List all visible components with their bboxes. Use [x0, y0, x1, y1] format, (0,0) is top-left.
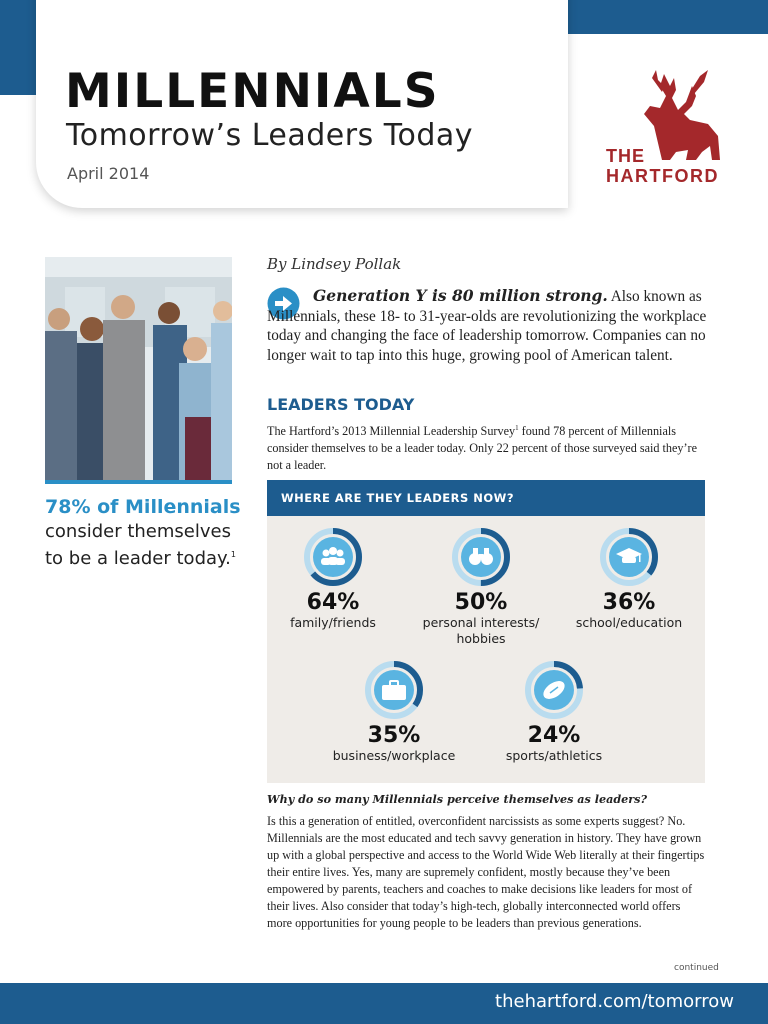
stat-value: 64%: [306, 590, 360, 615]
stat-value: 35%: [367, 723, 421, 748]
leaders-paragraph-a: The Hartford’s 2013 Millennial Leadership Survey: [267, 424, 516, 439]
stat-school-education: [559, 526, 699, 631]
pull-quote-text: [45, 520, 245, 570]
intro-lead: Generation Y is 80 million strong.: [313, 286, 608, 305]
section-heading-leaders-today: LEADERS TODAY: [267, 395, 415, 414]
logo-text-the: THE: [606, 146, 645, 166]
stat-value: 36%: [602, 590, 656, 615]
leaders-paragraph-b: found 78 percent of Millennials consider themselves to be a leader today. Only 22 percent of those surveyed said they’re not a leader.: [267, 424, 698, 473]
stat-label: personal interests/ hobbies: [422, 615, 540, 646]
perception-paragraph: Is this a generation of entitled, overconfident narcissists as some experts suggest? No. Millennials are the most educated and tech savvy generation in history. They have grown up with a global perspective and access to the World Wide Web literally at their fingertips their entire lives. Yes, many are supremely confident, mostly because they’ve been empowered by parents, teachers and coaches to make decisions like leaders for most of their lives. Also consider that today’s high-tech, globally interconnected world offers more opportunities for young people to be leaders than previous generations.: [267, 814, 705, 930]
stat-personal-interests: [411, 526, 551, 647]
footnote-marker: 1: [230, 550, 236, 559]
stat-label: sports/athletics: [505, 748, 603, 763]
stat-label: business/workplace: [332, 748, 456, 763]
stat-family-friends: [263, 526, 403, 631]
stat-value: 50%: [454, 590, 508, 615]
donut-ring: [363, 659, 425, 721]
page-title: MILLENNIALS: [65, 64, 440, 119]
byline: By Lindsey Pollak: [267, 255, 402, 273]
stat-value: 24%: [527, 723, 581, 748]
stat-sports-athletics: [484, 659, 624, 764]
pull-quote-highlight: 78% of Millennials: [45, 496, 241, 518]
infographic-heading: WHERE ARE THEY LEADERS NOW?: [281, 491, 515, 505]
millennials-group-photo: [45, 257, 232, 483]
footer-url-link[interactable]: thehartford.com/tomorrow: [495, 991, 734, 1012]
publication-date: April 2014: [67, 164, 150, 183]
leaders-paragraph: [267, 420, 707, 474]
pull-quote-body: consider themselves to be a leader today.: [45, 521, 231, 569]
intro-body: Also known as Millennials, these 18- to 31-year-olds are revolutionizing the workplace today and changing the face of leadership tomorrow. Companies can no longer wait to tap into this huge, growing pool of American talent.: [267, 288, 707, 364]
page-subtitle: Tomorrow’s Leaders Today: [66, 118, 474, 153]
donut-ring: [523, 659, 585, 721]
stat-business-workplace: [324, 659, 464, 764]
header-band-right: [560, 0, 768, 34]
survey-footnote-marker: 1: [515, 424, 519, 432]
footer-bar: [0, 983, 768, 1024]
infographic-header: [267, 480, 705, 516]
photo-accent-stripe: [45, 480, 232, 484]
donut-ring: [598, 526, 660, 588]
intro-paragraph: [267, 286, 707, 365]
stat-label: family/friends: [290, 615, 376, 630]
stat-label: school/education: [575, 615, 683, 630]
infographic-panel: [267, 516, 705, 783]
continued-label: continued: [674, 963, 719, 973]
donut-ring: [302, 526, 364, 588]
logo-text-hartford: HARTFORD: [606, 166, 719, 186]
section-question: Why do so many Millennials perceive themselves as leaders?: [267, 792, 648, 806]
donut-ring: [450, 526, 512, 588]
